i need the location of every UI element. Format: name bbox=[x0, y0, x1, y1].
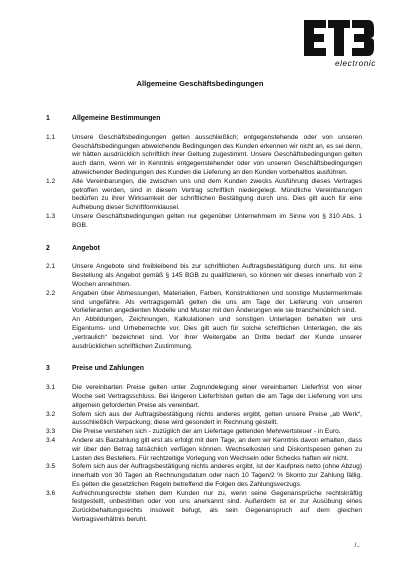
clause-text: Die Preise verstehen sich - zuzüglich der am Liefertage geltenden Mehrwertsteuer - in Euro. bbox=[72, 428, 341, 436]
clause-number: 1.1 bbox=[46, 133, 56, 141]
section-title: Preise und Zahlungen bbox=[72, 365, 144, 373]
section-title: Allgemeine Bestimmungen bbox=[72, 115, 161, 122]
clause bbox=[46, 428, 362, 437]
clause-text: Unsere Angebote sind freibleibend bis zur schriftlichen Auftragsbestätigung durch uns. Ist eine Bestellung als Angebot gemäß § 145 BGB zu qualifizieren, so können wir dieses innerhalb von 2 Wochen annehmen. bbox=[72, 263, 362, 288]
clause bbox=[46, 134, 362, 178]
clause-text: Aufrechnungsrechte stehen dem Kunden nur zu, wenn seine Gegenansprüche rechtskräftig festgestellt, unbestritten oder von uns anerkannt sind. Außerdem ist er zur Ausübung eines Zurückbehaltungsrechts insoweit befugt, als sein Gegenanspruch auf dem gleichen Vertragsverhältnis beruht. bbox=[72, 489, 362, 524]
clause-number: 1.3 bbox=[46, 212, 56, 220]
clause-text: Sofern sich aus der Auftragsbestätigung nichts anderes ergibt, ist der Kaufpreis netto (ohne Abzug) innerhalb von 30 Tagen ab Rechnungsdatum oder nach 10 Tagen/2 % Skonto zur Zahlung fällig. Es gelten die gesetzlichen Regeln betreffend die Folgen des Zahlungsverzugs. bbox=[72, 463, 362, 488]
clause-text: Unsere Geschäftsbedingungen gelten ausschließlich; entgegenstehende oder von unseren Geschäftsbedingungen abweichende Bedingungen des Kunden erkennen wir nicht an, es sei denn, wir hätten ausdrücklich schriftlich ihrer Geltung zugestimmt. Unsere Geschäftsbedingungen gelten auch dann, wenn wir in Kenntnis entgegenstehender oder von unseren Geschäftsbedingungen abweichender Bedingungen des Kunden die Lieferung an den Kunden vorbehaltlos ausführen. bbox=[72, 133, 362, 176]
clause-text: Angaben über Abmessungen, Materialien, Farben, Konstruktionen und sonstige Mustermerkmale sind ungefähre. Als vertragsgemäß gelten die uns am Tage der Lieferung von unseren Vorlieferanten angedienten Modelle und Muster mit den Änderungen wie sie branchenüblich sind. bbox=[72, 289, 362, 315]
clause-number: 3.4 bbox=[46, 436, 56, 444]
clause-number: 1.2 bbox=[46, 177, 56, 185]
section-number: 1 bbox=[46, 115, 50, 122]
section-heading bbox=[46, 365, 362, 374]
section-heading bbox=[46, 245, 362, 254]
clause bbox=[46, 263, 362, 289]
clause-text: Die vereinbarten Preise gelten unter Zugrundelegung einer vereinbarten Lieferfrist von einer Woche seit Vertragsschluss. Bei längeren Lieferfristen gelten die am Tage der Lieferung von uns allgemein geforderten Preise als vereinbart. bbox=[72, 384, 362, 409]
section-title: Angebot bbox=[72, 244, 100, 252]
clause bbox=[46, 178, 362, 213]
section-number: 2 bbox=[46, 244, 50, 252]
clause bbox=[46, 463, 362, 489]
clause-text: Andere als Barzahlung gilt erst als erfolgt mit dem Tage, an dem wir Kenntnis davon erhalten, dass wir über den Betrag tatsächlich verfügen können. Wechselkosten und Diskontspesen gehen zu Lasten des Bestellers. Für rechtzeitige Vorlegung von Wechseln oder Schecks haften wir nicht. bbox=[72, 436, 362, 462]
clause-number: 3.5 bbox=[46, 463, 56, 471]
clause bbox=[46, 384, 362, 410]
clause bbox=[46, 411, 362, 429]
clause-text: Sofern sich aus der Auftragsbestätigung nichts anderes ergibt, gelten unsere Preise „ab Werk“, ausschließlich Verpackung; diese wird gesondert in Rechnung gestellt. bbox=[72, 410, 362, 427]
clause-number: 2.2 bbox=[46, 289, 56, 297]
clause-number: 3.2 bbox=[46, 410, 56, 418]
clause bbox=[46, 316, 362, 351]
clause-number bbox=[46, 316, 72, 351]
clause bbox=[46, 290, 362, 316]
clause-number: 3.1 bbox=[46, 384, 56, 392]
clause-text: An Abbildungen, Zeichnungen, Kalkulationen und sonstigen Unterlagen behalten wir uns Eigentums- und Urheberrechte vor. Dies gilt auch für solche schriftlichen Unterlagen, die als „vertraulich“ bezeichnet sind. Vor ihrer Weitergabe an Dritte bedarf der Kunde unserer ausdrücklichen schriftlichen Zustimmung. bbox=[72, 316, 362, 350]
company-logo bbox=[302, 18, 376, 68]
page-continuation-mark: /.. bbox=[354, 542, 360, 549]
clause bbox=[46, 490, 362, 525]
clause-number: 3.6 bbox=[46, 489, 56, 497]
terms-body bbox=[46, 115, 362, 525]
clause-text: Unsere Geschäftsbedingungen gelten nur gegenüber Unternehmern im Sinne von § 310 Abs. 1 BGB. bbox=[72, 212, 362, 229]
clause-text: Alle Vereinbarungen, die zwischen uns und dem Kunden zwecks Ausführung dieses Vertrages getroffen werden, sind in diesem Vertrag schriftlich niedergelegt. Mündliche Vereinbarungen bedürfen zu ihrer Wirksamkeit der schriftlichen Bestätigung durch uns. Dies gilt auch für eine Aufhebung dieser Schriftformklausel. bbox=[72, 177, 362, 212]
clause-number: 2.1 bbox=[46, 263, 56, 271]
logo-icon bbox=[302, 18, 376, 58]
section-number: 3 bbox=[46, 365, 50, 373]
logo-wordmark: electronic bbox=[334, 59, 376, 68]
clause-number: 3.3 bbox=[46, 428, 56, 436]
clause bbox=[46, 437, 362, 463]
clause bbox=[46, 213, 362, 231]
document-title: Allgemeine Geschäftsbedingungen bbox=[136, 79, 264, 88]
section-heading bbox=[46, 115, 362, 124]
